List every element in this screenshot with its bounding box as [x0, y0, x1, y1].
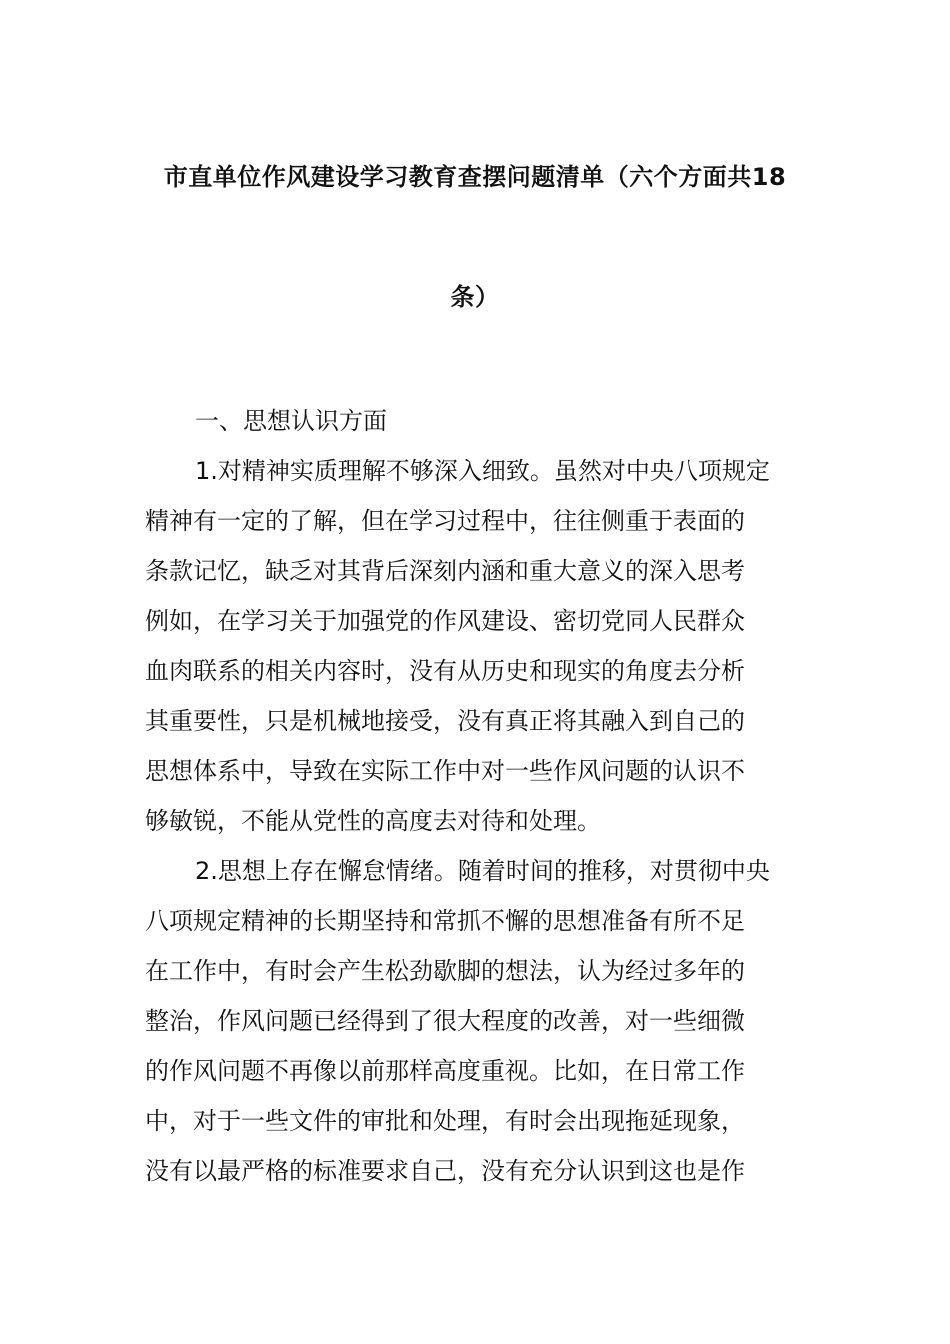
paragraph-2-line-6: 中，对于一些文件的审批和处理，有时会出现拖延现象，	[145, 1107, 745, 1135]
paragraph-1-line-4: 例如，在学习关于加强党的作风建设、密切党同人民群众	[145, 607, 745, 635]
paragraph-2-line-5: 的作风问题不再像以前那样高度重视。比如，在日常工作	[145, 1057, 745, 1085]
paragraph-1-line-7: 思想体系中，导致在实际工作中对一些作风问题的认识不	[145, 757, 745, 785]
paragraph-2-line-3: 在工作中，有时会产生松劲歇脚的想法，认为经过多年的	[145, 957, 745, 985]
paragraph-1-line-1: 1.对精神实质理解不够深入细致。虽然对中央八项规定	[195, 457, 770, 485]
section-heading: 一、思想认识方面	[195, 407, 387, 435]
paragraph-2-line-1: 2.思想上存在懈怠情绪。随着时间的推移，对贯彻中央	[195, 857, 770, 885]
paragraph-1-line-8: 够敏锐，不能从党性的高度去对待和处理。	[145, 807, 601, 835]
paragraph-2-line-4: 整治，作风问题已经得到了很大程度的改善，对一些细微	[145, 1007, 745, 1035]
paragraph-1-line-5: 血肉联系的相关内容时，没有从历史和现实的角度去分析	[145, 657, 745, 685]
document-title-line-2: 条）	[450, 283, 500, 311]
paragraph-1-line-3: 条款记忆，缺乏对其背后深刻内涵和重大意义的深入思考	[145, 557, 745, 585]
paragraph-2-line-7: 没有以最严格的标准要求自己，没有充分认识到这也是作	[145, 1157, 745, 1185]
paragraph-1-line-2: 精神有一定的了解，但在学习过程中，往往侧重于表面的	[145, 507, 745, 535]
paragraph-2-line-2: 八项规定精神的长期坚持和常抓不懈的思想准备有所不足	[145, 907, 745, 935]
document-title-line-1: 市直单位作风建设学习教育查摆问题清单（六个方面共18	[163, 163, 787, 191]
paragraph-1-line-6: 其重要性，只是机械地接受，没有真正将其融入到自己的	[145, 707, 745, 735]
